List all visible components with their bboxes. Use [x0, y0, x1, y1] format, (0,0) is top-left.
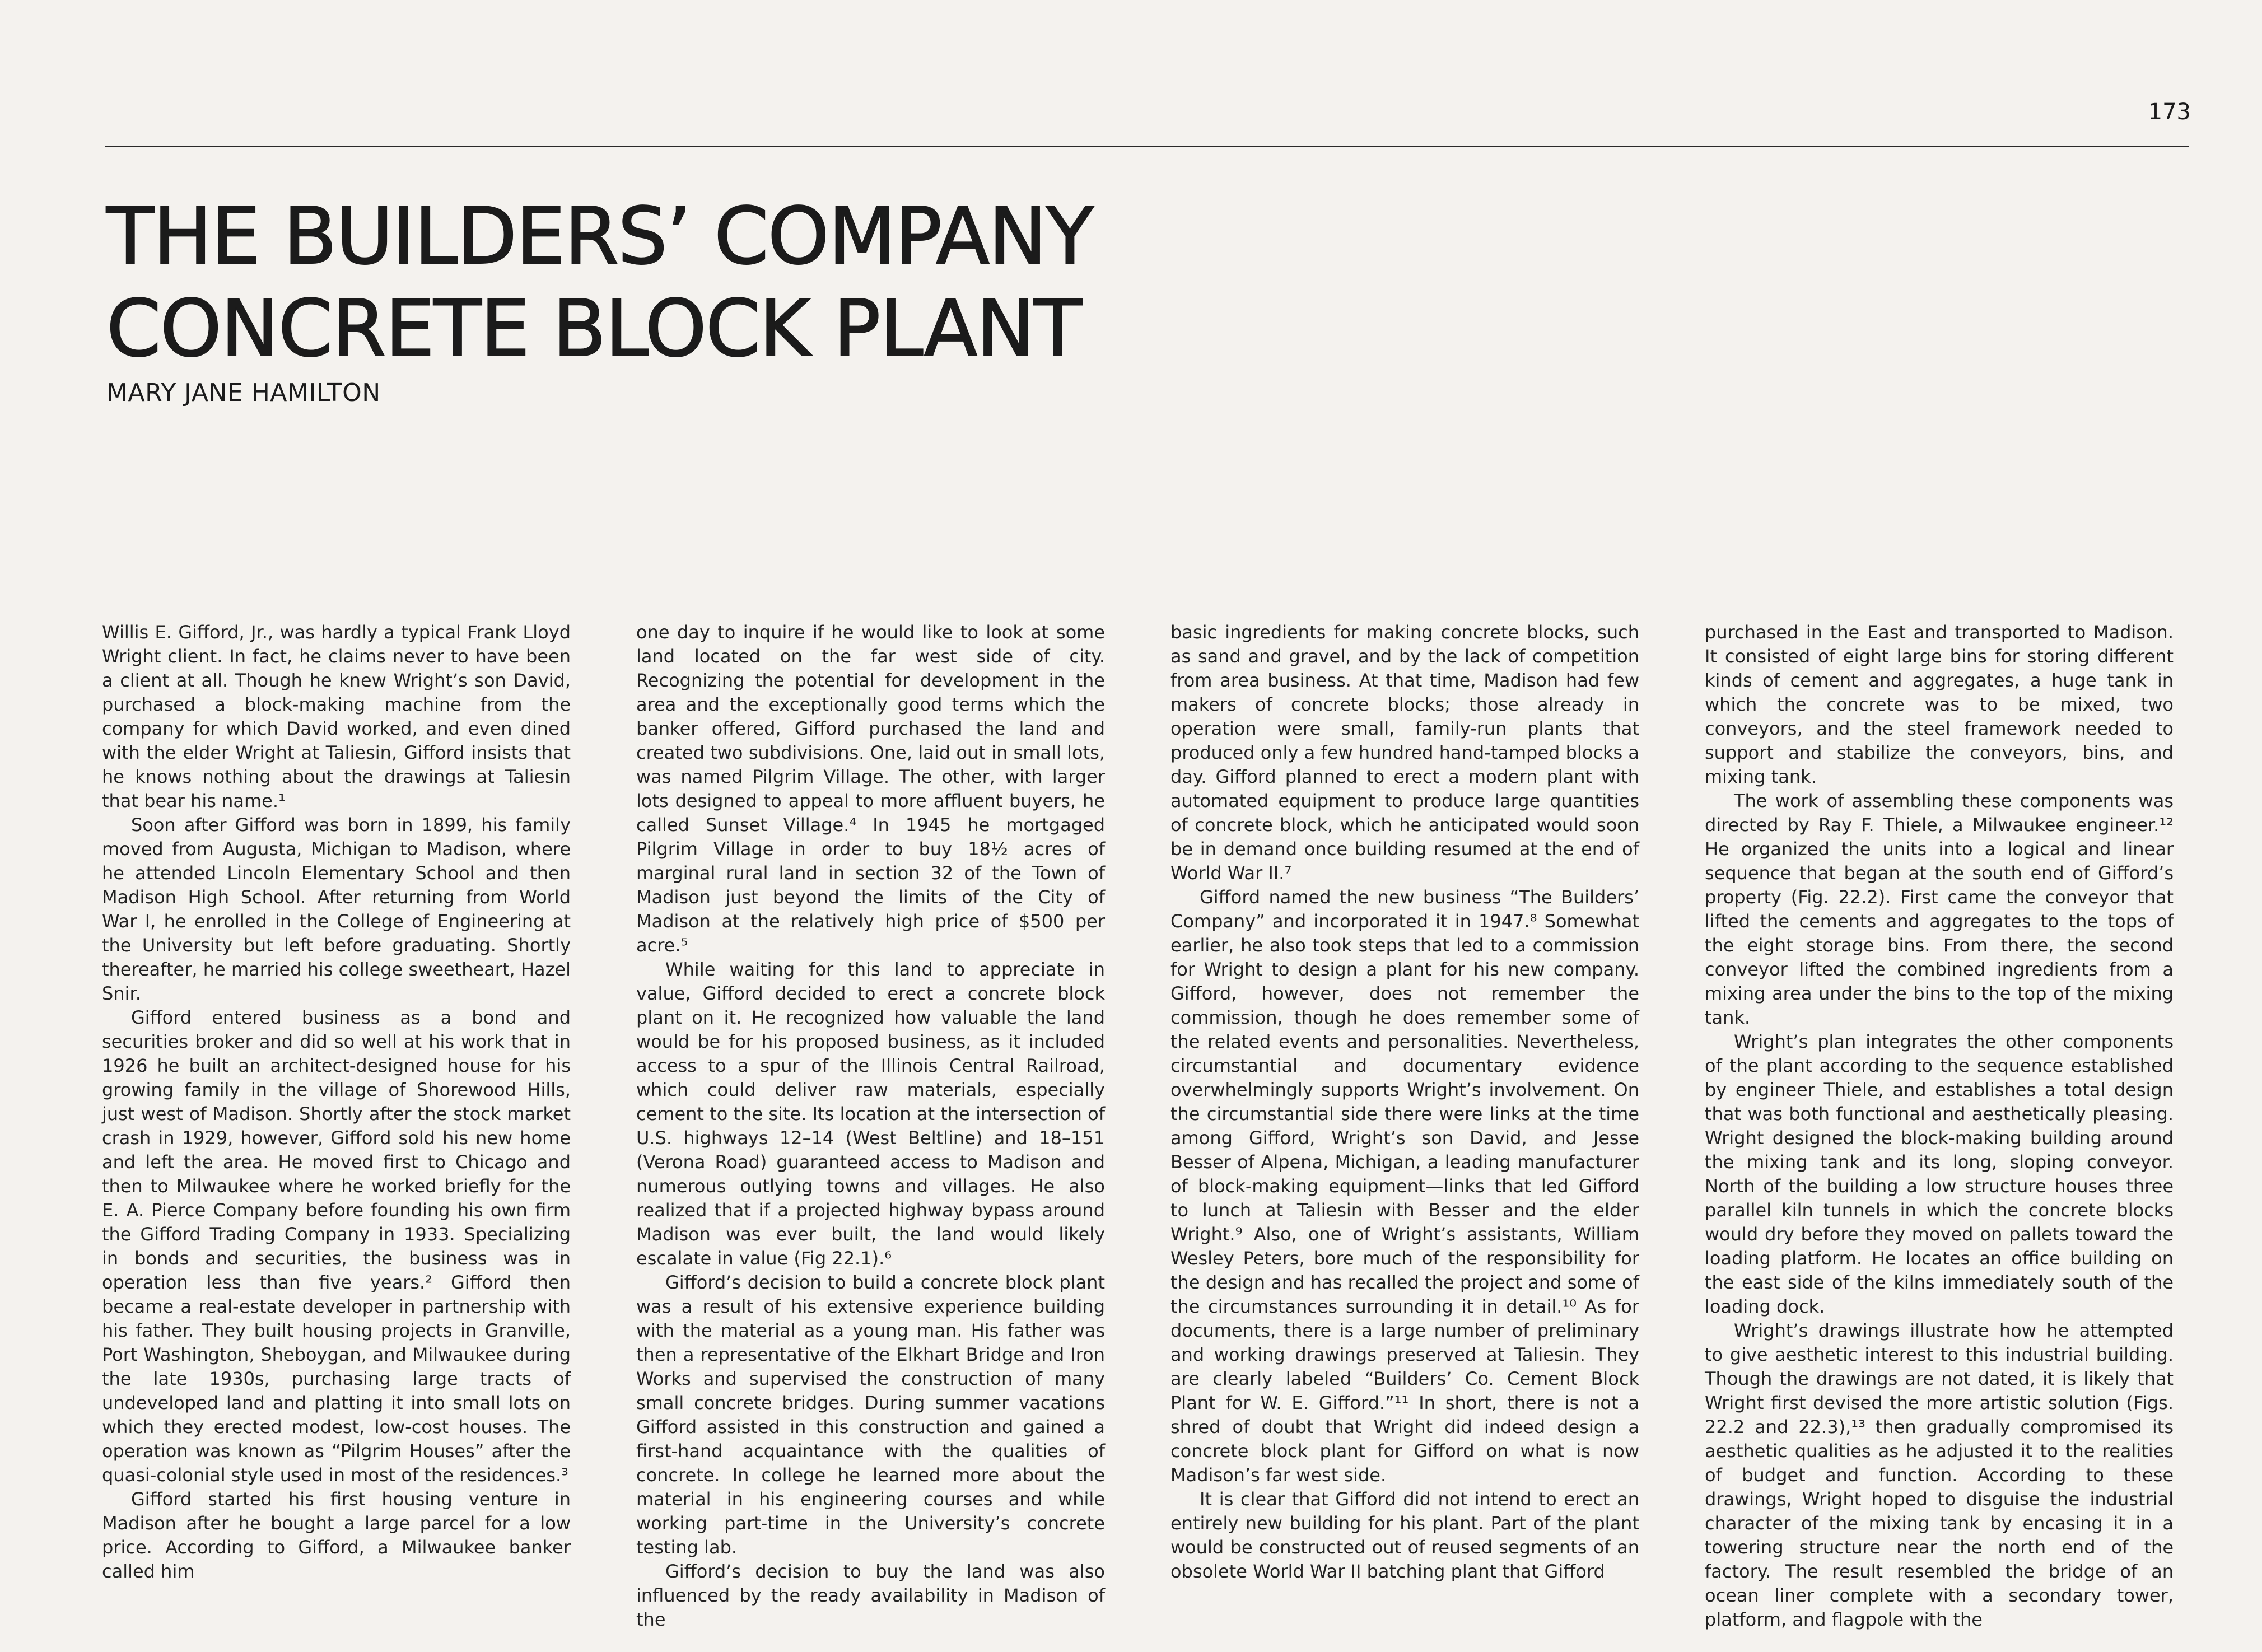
article-title-line-1: THE BUILDERS’ COMPANY	[106, 191, 1093, 282]
header-rule	[105, 146, 2189, 147]
paragraph: Soon after Gifford was born in 1899, his family moved from Augusta, Michigan to Madison, where he attended Lincoln Elementary School and then Madison High School. After returning from World War I, he enrolled in the College of Engineering at the University but left before graduating. Shortly thereafter, he married his college sweetheart, Hazel Snir.	[102, 814, 571, 1004]
page-number: 173	[2148, 99, 2191, 125]
paragraph: While waiting for this land to appreciate in value, Gifford decided to erect a concrete block plant on it. He recognized how valuable the land would be for his proposed business, as it included access to a spur of the Illinois Central Railroad, which could deliver raw materials, especially cement to the site. Its location at the intersection of U.S. highways 12–14 (West Beltline) and 18–151 (Verona Road) guaranteed access to Madison and numerous outlying towns and villages. He also realized that if a projected highway bypass around Madison was ever built, the land would likely escalate in value (Fig 22.1).⁶	[636, 959, 1105, 1269]
paragraph: Willis E. Gifford, Jr., was hardly a typical Frank Lloyd Wright client. In fact, he claims never to have been a client at all. Though he knew Wright’s son David, purchased a block-making machine from the company for which David worked, and even dined with the elder Wright at Taliesin, Gifford insists that he knows nothing about the drawings at Taliesin that bear his name.¹	[102, 622, 571, 811]
paragraph: Wright’s drawings illustrate how he attempted to give aesthetic interest to this industrial building. Though the drawings are not dated, it is likely that Wright first devised the more artistic solution (Figs. 22.2 and 22.3),¹³ then gradually compromised its aesthetic qualities as he adjusted it to the realities of budget and function. According to these drawings, Wright hoped to disguise the industrial character of the mixing tank by encasing it in a towering structure near the north end of the factory. The result resembled the bridge of an ocean liner complete with a secondary tower, platform, and flagpole with the	[1705, 1320, 2174, 1630]
paragraph: basic ingredients for making concrete blocks, such as sand and gravel, and by the lack of competition from area business. At that time, Madison had few makers of concrete blocks; those already in operation were small, family-run plants that produced only a few hundred hand-tamped blocks a day. Gifford planned to erect a modern plant with automated equipment to produce large quantities of concrete block, which he anticipated would soon be in demand once building resumed at the end of World War II.⁷	[1170, 622, 1639, 884]
paragraph: The work of assembling these components was directed by Ray F. Thiele, a Milwaukee engineer.¹² He organized the units into a logical and linear sequence that began at the south end of Gifford’s property (Fig. 22.2). First came the conveyor that lifted the cements and aggregates to the tops of the eight storage bins. From there, the second conveyor lifted the combined ingredients from a mixing area under the bins to the top of the mixing tank.	[1705, 790, 2174, 1028]
text-column-1	[102, 620, 571, 1632]
paragraph: Gifford entered business as a bond and securities broker and did so well at his work that in 1926 he built an architect-designed house for his growing family in the village of Shorewood Hills, just west of Madison. Shortly after the stock market crash in 1929, however, Gifford sold his new home and left the area. He moved first to Chicago and then to Milwaukee where he worked briefly for the E. A. Pierce Company before founding his own firm the Gifford Trading Company in 1933. Specializing in bonds and securities, the business was in operation less than five years.² Gifford then became a real-estate developer in partnership with his father. They built housing projects in Granville, Port Washington, Sheboygan, and Milwaukee during the late 1930s, purchasing large tracts of undeveloped land and platting it into small lots on which they erected modest, low-cost houses. The operation was known as “Pilgrim Houses” after the quasi-colonial style used in most of the residences.³	[102, 1007, 571, 1486]
paragraph: Gifford’s decision to buy the land was also influenced by the ready availability in Madison of the	[636, 1561, 1105, 1630]
paragraph: Gifford’s decision to build a concrete block plant was a result of his extensive experience building with the material as a young man. His father was then a representative of the Elkhart Bridge and Iron Works and supervised the construction of many small concrete bridges. During summer vacations Gifford assisted in this construction and gained a first-hand acquaintance with the qualities of concrete. In college he learned more about the material in his engineering courses and while working part-time in the University’s concrete testing lab.	[636, 1272, 1105, 1558]
article-body	[102, 620, 2174, 1630]
text-column-3	[1170, 620, 1639, 1632]
article-title-line-2: CONCRETE BLOCK PLANT	[106, 283, 1081, 375]
paragraph: Gifford named the new business “The Builders’ Company” and incorporated it in 1947.⁸ Somewhat earlier, he also took steps that led to a commission for Wright to design a plant for his new company. Gifford, however, does not remember the commission, though he does remember some of the related events and personalities. Nevertheless, circumstantial and documentary evidence overwhelmingly supports Wright’s involvement. On the circumstantial side there were links at the time among Gifford, Wright’s son David, and Jesse Besser of Alpena, Michigan, a leading manufacturer of block-making equipment—links that led Gifford to lunch at Taliesin with Besser and the elder Wright.⁹ Also, one of Wright’s assistants, William Wesley Peters, bore much of the responsibility for the design and has recalled the project and some of the circumstances surrounding it in detail.¹⁰ As for documents, there is a large number of preliminary and working drawings preserved at Taliesin. They are clearly labeled “Builders’ Co. Cement Block Plant for W. E. Gifford.”¹¹ In short, there is not a shred of doubt that Wright did indeed design a concrete block plant for Gifford on what is now Madison’s far west side.	[1170, 886, 1639, 1486]
paragraph: purchased in the East and transported to Madison. It consisted of eight large bins for storing different kinds of cement and aggregates, a huge tank in which the concrete was to be mixed, two conveyors, and the steel framework needed to support and stabilize the conveyors, bins, and mixing tank.	[1705, 622, 2174, 787]
article-title	[106, 190, 1338, 375]
paragraph: one day to inquire if he would like to look at some land located on the far west side of city. Recognizing the potential for development in the area and the exceptionally good terms which the banker offered, Gifford purchased the land and created two subdivisions. One, laid out in small lots, was named Pilgrim Village. The other, with larger lots designed to appeal to more affluent buyers, he called Sunset Village.⁴ In 1945 he mortgaged Pilgrim Village in order to buy 18½ acres of marginal rural land in section 32 of the Town of Madison just beyond the limits of the City of Madison at the relatively high price of $500 per acre.⁵	[636, 622, 1105, 956]
paragraph: It is clear that Gifford did not intend to erect an entirely new building for his plant. Part of the plant would be constructed out of reused segments of an obsolete World War II batching plant that Gifford	[1170, 1488, 1639, 1582]
paragraph: Gifford started his first housing venture in Madison after he bought a large parcel for a low price. According to Gifford, a Milwaukee banker called him	[102, 1488, 571, 1582]
text-column-2	[636, 620, 1105, 1632]
text-column-4	[1705, 620, 2174, 1632]
article-author: MARY JANE HAMILTON	[106, 379, 381, 407]
paragraph: Wright’s plan integrates the other components of the plant according to the sequence established by engineer Thiele, and establishes a total design that was both functional and aesthetically pleasing. Wright designed the block-making building around the mixing tank and its long, sloping conveyor. North of the building a low structure houses three parallel kiln tunnels in which the concrete blocks would dry before they moved on pallets toward the loading platform. He locates an office building on the east side of the kilns immediately south of the loading dock.	[1705, 1031, 2174, 1317]
